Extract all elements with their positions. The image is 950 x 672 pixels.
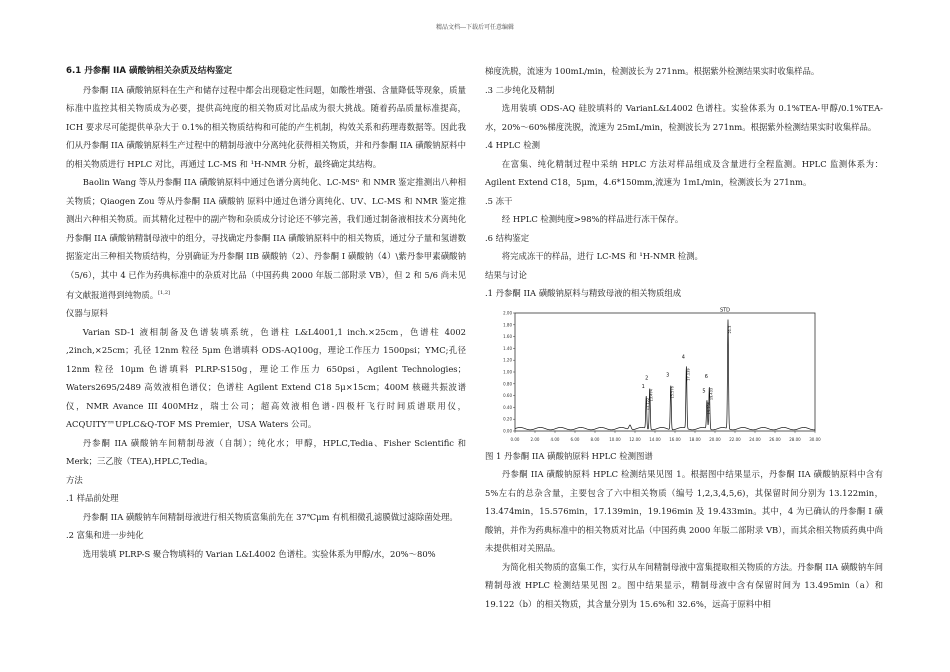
materials-paragraph: 丹参酮 IIA 磺酸钠车间精制母液（自制）；纯化水；甲醇，HPLC,Tedia、Fisher Scientific 和 Merk；三乙胺（TEA),HPLC,Tedia。: [66, 437, 466, 467]
x-tick-label: 8.00: [590, 436, 600, 442]
x-tick-label: 26.00: [769, 436, 781, 442]
peak-label: 6: [704, 373, 708, 380]
x-tick-label: 28.00: [789, 436, 801, 442]
left-column: [66, 62, 466, 563]
chromatogram-svg: [493, 307, 823, 447]
results-paragraph-1: 丹参酮 IIA 磺酸钠原料 HPLC 检测结果见图 1。根据图中结果显示，丹参酮 IIA 磺酸钠原料中含有 5%左右的总杂含量，主要包含了六中相关物质（编号 1,2,3,4,5,6)，其保留时间分别为 13.122min，13.474min，15.576min，17.139min，19.196min 及 19.433min。其中，4 为已确认的丹参酮 I 磺酸钠，并作为药典标准中的相关物质对比品（中国药典 2000 年版二部附录 VB），而其余相关物质药典中尚未提供相对关照品。: [485, 469, 883, 553]
instruments-paragraph: Varian SD-1 液相制备及色谱装填系统，色谱柱 L&L4001,1 inch.×25cm，色谱柱 4002 ,2inch,×25cm；孔径 12nm 粒径 5μm 色谱填料 ODS-AQ100g，理论工作压力 1500psi；YMC;孔径 12nm 粒径 10μm 色谱填料 PLRP-S150g，理论工作压力 650psi，Agilent Technologies；Waters2695/2489 高效液相色谱仪；色谱柱 Agilent Extend C18 5μ×15cm；400M 核磁共振波谱仪，NMR Avance III 400MHz，瑞士公司；超高效液相色谱-四极杆飞行时间质谱联用仪，ACQUITY™UPLC&Q-TOF MS Premier，USA Waters 公司。: [66, 326, 466, 430]
y-tick-label: 2.00: [503, 310, 512, 315]
x-tick-label: 30.00: [809, 436, 821, 442]
results-heading: 结果与讨论: [485, 269, 527, 280]
peak-label: STD: [719, 306, 731, 313]
x-tick-label: 14.00: [649, 436, 661, 442]
intro-paragraph: 丹参酮 IIA 磺酸钠原料在生产和储存过程中都会出现稳定性问题，如酸性增强、含量降低等现象，质量标准中监控其相关物质成为必要，提供高纯度的相关物质对比品成为很大挑战。随着药品质量标准提高，ICH 要求尽可能提供单杂大于 0.1%的相关物质结构和可能的产生机制，构效关系和药理毒数据等。因此我们从丹参酮 IIA 磺酸钠原料生产过程中的精制母液中分离纯化获得相关物质，并和丹参酮 IIA 磺酸钠原料中的相关物质进行 HPLC 对比，再通过 LC-MS 和 ¹H-NMR 分析，最终确定其结构。: [66, 84, 466, 169]
citation-ref: [1,2]: [158, 290, 170, 296]
x-tick-label: 12.00: [629, 436, 641, 442]
results-subheading-1: .1 丹参酮 IIA 磺酸钠原料与精致母液的相关物质组成: [485, 288, 682, 298]
method-heading: 方法: [66, 474, 83, 485]
y-tick-label: 1.20: [503, 357, 512, 363]
hplc-paragraph: 在富集、纯化精制过程中采纳 HPLC 方法对样品组成及含量进行全程监测。HPLC 监测体系为：Agilent Extend C18，5μm，4.6*150mm,流速为 1mL/min，检测波长为 271nm。: [485, 158, 883, 187]
subsection-heading-2: .2 富集和进一步纯化: [66, 530, 144, 541]
subsection-heading-1: .1 样品前处理: [66, 493, 119, 504]
x-tick-label: 16.00: [669, 436, 681, 442]
freeze-dry-paragraph: 经 HPLC 检测纯度>98%的样品进行冻干保存。: [501, 214, 684, 224]
peak-time-label: 19.196: [706, 401, 711, 414]
enrichment-paragraph: 选用装填 PLRP-S 聚合物填料的 Varian L&L4002 色谱柱。实验体系为甲醇/水，20%～80%: [82, 548, 436, 559]
page-header: 精品文档---下载后可任意编辑: [435, 24, 515, 31]
x-tick-label: 24.00: [749, 436, 761, 442]
peak-time-label: 13.122: [646, 397, 651, 410]
background-paragraph: Baolin Wang 等从丹参酮 IIA 磺酸钠原料中通过色谱分离纯化、LC-MSⁿ 和 NMR 鉴定推测出八种相关物质；Qiaogen Zou 等从丹参酮 IIA 磺酸钠 原料中通过色谱分离纯化、UV、LC-MS 和 NMR 鉴定推测出六种相关物质。而其精化过程中的副产物和杂质成分讨论还不够完善，我们通过制备液相技术分离纯化丹参酮 IIA 磺酸钠精制母液中的组分，寻找确定丹参酮 IIA 磺酸钠原料中的相关物质，通过分子量和氢谱数据鉴定出三种相关物质结构，分别确证为丹参酮 IIB 磺酸钠（2）、丹参酮 I 磺酸钠（4）\紫丹参甲素磺酸钠（5/6），其中 4 已作为药典标准中的杂质对比品（中国药典 2000 年版二部附录 VB），但 2 和 5/6 尚未见有文献报道得到纯物质。[1,2]: [66, 177, 466, 300]
section-title: 6.1 丹参酮 IIA 磺酸钠相关杂质及结构鉴定: [66, 66, 233, 76]
y-tick-label: 0.20: [503, 416, 512, 422]
y-tick-label: 1.00: [503, 369, 512, 374]
y-tick-label: 0.40: [503, 404, 512, 410]
x-tick-label: 18.00: [689, 436, 701, 442]
series-line: [515, 319, 815, 429]
peak-time-label: 17.139: [686, 367, 691, 381]
subsection-heading-4: .4 HPLC 检测: [485, 140, 540, 150]
peak-label: 3: [666, 371, 670, 378]
x-tick-label: 20.00: [709, 436, 721, 442]
subsection-heading-5: .5 冻干: [485, 195, 513, 206]
hplc-chromatogram: [493, 307, 823, 447]
peak-time-label: 15.576: [670, 385, 675, 398]
peak-label: 1: [641, 383, 645, 390]
enrichment-continued: 梯度洗脱，流速为 100mL/min，检测波长为 271nm。根据紫外检测结果实时收集样品。: [485, 66, 820, 76]
subsection-heading-6: .6 结构鉴定: [485, 232, 530, 243]
x-tick-label: 4.00: [550, 436, 560, 442]
y-tick-label: 0.80: [503, 380, 512, 386]
pretreatment-paragraph: 丹参酮 IIA 磺酸钠车间精制母液进行相关物质富集前先在 37℃μm 有机相微孔滤膜做过滤除菌处理。: [82, 511, 458, 522]
peak-time-label: 13.474: [649, 388, 654, 401]
results-paragraph-2: 为简化相关物质的富集工作，实行从车间精制母液中富集提取相关物质的方法。丹参酮 IIA 磺酸钠车间精制母液 HPLC 检测结果见图 2。图中结果显示，精制母液中含有保留时间为 13.495min（a）和 19.122（b）的相关物质，其含量分别为 15.6%和 32.6%，远高于原料中相: [485, 561, 883, 609]
y-tick-label: 1.40: [503, 345, 512, 351]
peak-label: 5: [702, 387, 706, 394]
x-tick-label: 2.00: [530, 436, 540, 442]
peak-time-label: 19.433: [709, 387, 714, 400]
y-tick-label: 1.80: [503, 321, 512, 327]
structure-paragraph: 将完成冻干的样品，进行 LC-MS 和 ¹H-NMR 检测。: [501, 251, 703, 261]
x-tick-label: 0.00: [510, 436, 520, 442]
peak-time-label: 21.3: [728, 325, 732, 333]
y-tick-label: 0.60: [503, 392, 512, 398]
x-tick-label: 6.00: [570, 436, 580, 442]
figure-caption: 图 1 丹参酮 IIA 磺酸钠原料 HPLC 检测图谱: [485, 450, 653, 461]
y-tick-label: 0.00: [503, 428, 512, 433]
purification-paragraph: 选用装填 ODS-AQ 硅胶填料的 VarianL&L4002 色谱柱。实验体系为 0.1%TEA-甲醇/0.1%TEA-水，20%～60%梯度洗脱，流速为 25mL/min，检测波长为 271nm。根据紫外检测结果实时收集样品。: [485, 103, 883, 132]
x-tick-label: 22.00: [729, 436, 741, 442]
subsection-heading-3: .3 二步纯化及精制: [485, 84, 555, 95]
x-tick-label: 10.00: [609, 436, 621, 442]
right-column: [485, 62, 883, 613]
y-tick-label: 1.60: [503, 333, 512, 339]
peak-label: 2: [645, 374, 649, 381]
plot-frame: [515, 313, 815, 431]
instruments-heading: 仪器与原料: [66, 308, 108, 319]
peak-label: 4: [681, 354, 685, 361]
